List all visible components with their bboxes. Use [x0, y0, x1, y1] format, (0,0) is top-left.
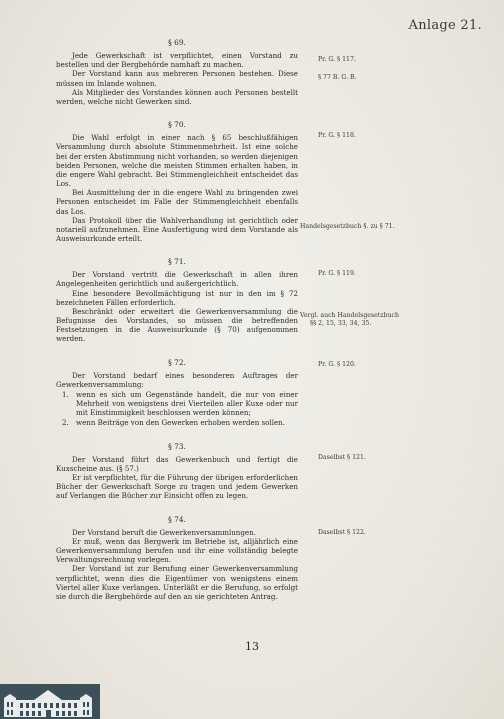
section-70 — [56, 120, 298, 243]
margin-note: Daselbst § 122. — [318, 529, 366, 536]
section-71 — [56, 257, 298, 343]
list-item-text: wenn es sich um Gegenstände handelt, die nur von einer Mehrheit von wenigstens drei Vierteilen aller Kuxe oder nur mit Einstimmigkeit beschlossen werden können; — [76, 390, 298, 418]
paragraph: Er muß, wenn das Bergwerk im Betriebe ist, alljährlich eine Gewerkenversammlung berufen und ihr eine vollständig belegte Verwaltungsrechnung vorlegen. — [56, 536, 298, 565]
margin-note: Pr. G. § 117. — [318, 56, 356, 63]
section-title: § 73. — [168, 441, 186, 451]
margin-note: Daselbst § 121. — [318, 454, 366, 461]
margin-note: § 77 B. G. B. — [318, 74, 357, 81]
list-item-text: wenn Beiträge von den Gewerken erhoben werden sollen. — [76, 418, 286, 428]
library-building-logo — [0, 684, 100, 719]
list-item — [56, 418, 298, 427]
list-item — [56, 390, 298, 417]
paragraph: Die Wahl erfolgt in einer nach § 65 beschlußfähigen Versammlung durch absolute Stimmenmehrheit. Ist eine solche bei der ersten Abstimmung nicht vorhanden, so werden diejenigen beiden Personen, welche die meisten Stimmen erhalten haben, in die engere Wahl gebracht. Bei Stimmengleichheit entscheidet das Los. — [56, 133, 298, 189]
section-title: § 74. — [168, 514, 186, 524]
main-text — [56, 38, 298, 615]
paragraph: Der Vorstand ist zur Berufung einer Gewerkenversammlung verpflichtet, wenn dies die Eigentümer von wenigstens einem Viertel aller Kuxe verlangen. Unterläßt er die Berufung, so erfolgt sie durch die Bergbehörde auf den an sie gerichteten Antrag. — [56, 564, 298, 601]
section-title: § 71. — [168, 257, 186, 267]
paragraph: Als Mitglieder des Vorstandes können auch Personen bestellt werden, welche nicht Gewerken sind. — [56, 87, 298, 106]
annex-header: Anlage 21. — [408, 18, 482, 33]
section-69 — [56, 38, 298, 106]
section-title: § 69. — [168, 38, 186, 47]
paragraph: Er ist verpflichtet, für die Führung der übrigen erforderlichen Bücher der Gewerkschaft Sorge zu tragen und jedem Gewerken auf Verlangen die Bücher zur Einsicht offen zu legen. — [56, 473, 298, 501]
paragraph: Der Vorstand kann aus mehreren Personen bestehen. Diese müssen im Inlande wohnen. — [56, 69, 298, 88]
paragraph: Der Vorstand bedarf eines besonderen Auftrages der Gewerkenversammlung: — [56, 370, 298, 389]
paragraph: Der Vorstand führt das Gewerkenbuch und fertigt die Kuxscheine aus. (§ 57.) — [56, 454, 298, 473]
list-item-number: 1. — [62, 390, 69, 399]
paragraph: Bei Ausmittelung der in die engere Wahl zu bringenden zwei Personen entscheidet im Falle der Stimmengleichheit ebenfalls das Los. — [56, 188, 298, 216]
margin-note: Pr. G. § 118. — [318, 132, 356, 139]
list-item-number: 2. — [62, 418, 69, 428]
margin-note: Handelsgesetzbuch §. zu § 71. — [300, 223, 395, 230]
paragraph: Das Protokoll über die Wahlverhandlung ist gerichtlich oder notariell aufzunehmen. Eine Ausfertigung wird dem Vorstande als Ausweisurkunde erteilt. — [56, 215, 298, 243]
paragraph: Der Vorstand beruft die Gewerkenversammlungen. — [72, 527, 256, 537]
paragraph: Der Vorstand vertritt die Gewerkschaft in allen ihren Angelegenheiten gerichtlich und außergerichtlich. — [56, 270, 298, 289]
section-74 — [56, 515, 298, 601]
margin-note: Pr. G. § 119. — [318, 270, 356, 277]
paragraph: Eine besondere Bevollmächtigung ist nur in den im § 72 bezeichneten Fällen erforderlich. — [56, 288, 298, 307]
page-number: 13 — [245, 640, 259, 653]
margin-note: §§ 2, 15, 33, 34, 35. — [310, 320, 372, 327]
section-title: § 72. — [168, 357, 186, 367]
margin-note: Vergl. auch Handelsgesetzbuch — [300, 312, 399, 319]
paragraph: Beschränkt oder erweitert die Gewerkenversammlung die Befugnisse des Vorstandes, so müssen die betreffenden Festsetzungen in die Ausweisurkunde (§ 70) aufgenommen werden. — [56, 306, 298, 344]
paragraph: Jede Gewerkschaft ist verpflichtet, einen Vorstand zu bestellen und der Bergbehörde namhaft zu machen. — [56, 51, 298, 70]
section-73 — [56, 442, 298, 501]
section-title: § 70. — [168, 120, 186, 130]
margin-note: Pr. G. § 120. — [318, 361, 356, 368]
section-72 — [56, 358, 298, 428]
enumeration — [56, 390, 298, 428]
